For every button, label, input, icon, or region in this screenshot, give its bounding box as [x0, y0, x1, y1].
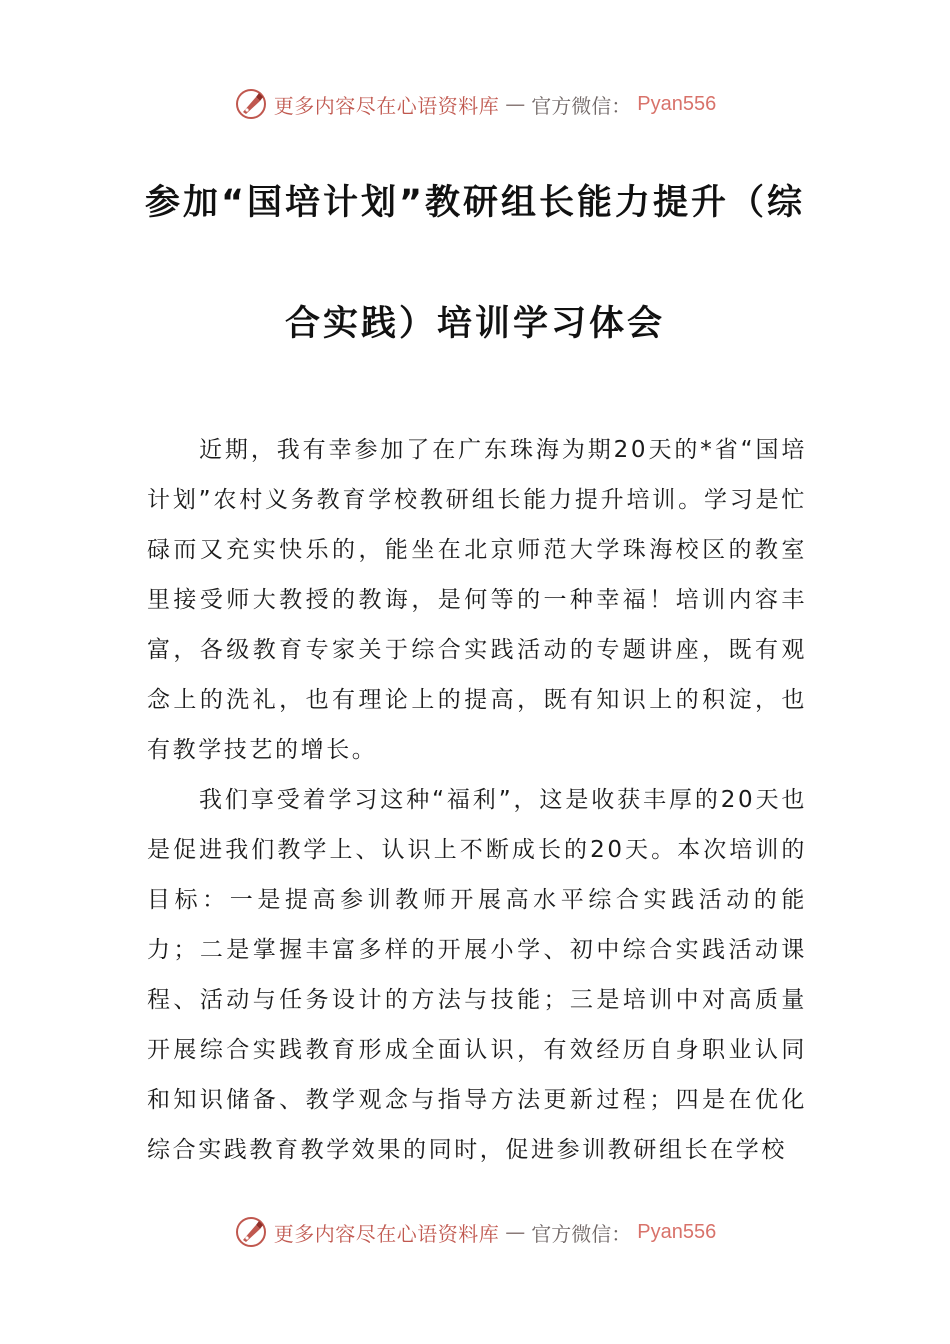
banner-text: 更多内容尽在心语资料库: [273, 93, 500, 118]
paragraph-1: 近期，我有幸参加了在广东珠海为期20天的*省“国培计划”农村义务教育学校教研组长能力提升培训。学习是忙碌而又充实快乐的，能坐在北京师范大学珠海校区的教室里接受师大教授的教诲，是何等的一种幸福！培训内容丰富，各级教育专家关于综合实践活动的专题讲座，既有观念上的洗礼，也有理论上的提高，既有知识上的积淀，也有教学技艺的增长。: [147, 437, 807, 763]
header-banner: [0, 84, 950, 124]
pen-nib-logo-icon: [234, 87, 268, 121]
footer-banner: [0, 1212, 950, 1252]
banner-wechat-id: Pyan556: [637, 92, 717, 115]
banner-wechat-id: Pyan556: [637, 1220, 717, 1243]
banner-wechat-label: 官方微信：: [531, 1221, 632, 1246]
pen-nib-logo-icon: [234, 1215, 268, 1249]
document-title-line-2: 合实践）培训学习体会: [284, 304, 665, 344]
paragraph-2: 我们享受着学习这种“福利”，这是收获丰厚的20天也是促进我们教学上、认识上不断成长的20天。本次培训的目标：一是提高参训教师开展高水平综合实践活动的能力；二是掌握丰富多样的开展小学、初中综合实践活动课程、活动与任务设计的方法与技能；三是培训中对高质量开展综合实践教育形成全面认识，有效经历自身职业认同和知识储备、教学观念与指导方法更新过程；四是在优化综合实践教育教学效果的同时，促进参训教研组长在学校: [147, 787, 807, 1163]
banner-separator: —: [505, 1220, 526, 1244]
banner-wechat-label: 官方微信：: [531, 93, 632, 118]
document-title-line-1: 参加“国培计划”教研组长能力提升（综: [144, 183, 805, 223]
document-body: [147, 425, 807, 1175]
banner-text: 更多内容尽在心语资料库: [273, 1221, 500, 1246]
banner-separator: —: [505, 92, 526, 116]
